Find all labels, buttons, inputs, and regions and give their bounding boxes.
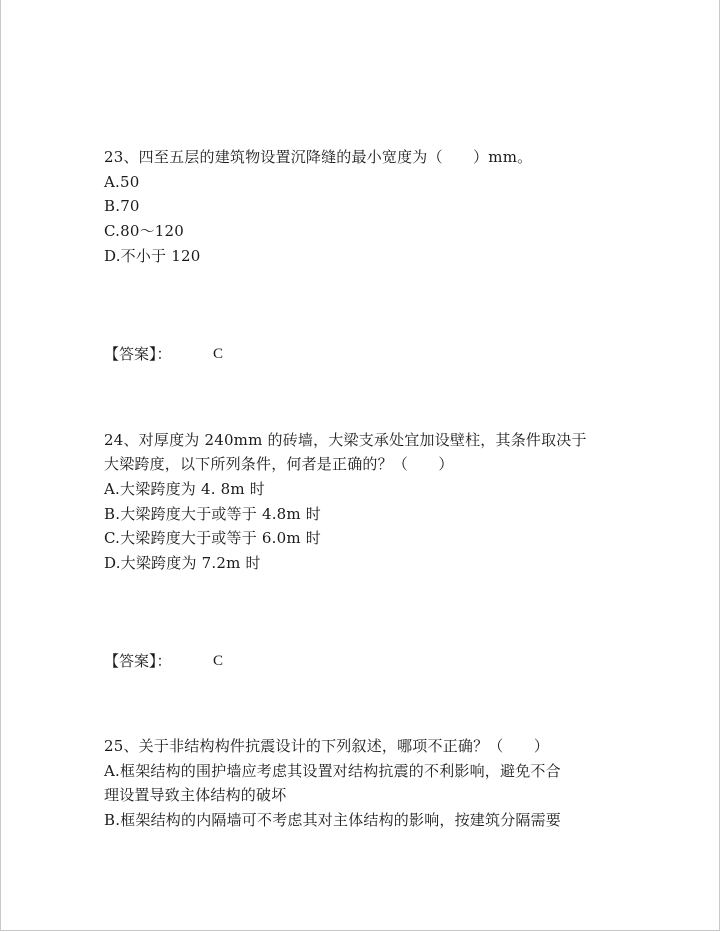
question-24-option-a: A.大梁跨度为 4. 8m 时 (104, 480, 265, 498)
question-25-option-a-line-1: A.框架结构的围护墙应考虑其设置对结构抗震的不利影响，避免不合 (104, 762, 561, 780)
question-24-stem-line-1: 24、对厚度为 240mm 的砖墙，大梁支承处宜加设壁柱，其条件取决于 (104, 431, 587, 449)
question-25-option-a-line-2: 理设置导致主体结构的破坏 (104, 786, 287, 804)
question-24-answer-value: C (213, 653, 224, 669)
question-23-option-d: D.不小于 120 (104, 247, 201, 265)
question-25-stem: 25、关于非结构构件抗震设计的下列叙述，哪项不正确？（ ） (104, 737, 550, 755)
question-24-stem-line-2: 大梁跨度，以下所列条件，何者是正确的？（ ） (104, 455, 454, 473)
question-23-answer-value: C (213, 346, 224, 362)
question-23-option-c: C.80～120 (104, 222, 185, 240)
question-24-option-b: B.大梁跨度大于或等于 4.8m 时 (104, 505, 322, 523)
question-23-stem: 23、四至五层的建筑物设置沉降缝的最小宽度为（ ）mm。 (104, 148, 533, 166)
question-23-answer-label: 【答案】： (104, 345, 172, 363)
question-25-option-b-line-1: B.框架结构的内隔墙可不考虑其对主体结构的影响，按建筑分隔需要 (104, 811, 561, 829)
question-23-option-b: B.70 (104, 197, 140, 215)
question-24-option-d: D.大梁跨度为 7.2m 时 (104, 554, 261, 572)
question-24-answer-label: 【答案】： (104, 652, 172, 670)
question-24-option-c: C.大梁跨度大于或等于 6.0m 时 (104, 529, 321, 547)
question-23-option-a: A.50 (104, 173, 140, 191)
